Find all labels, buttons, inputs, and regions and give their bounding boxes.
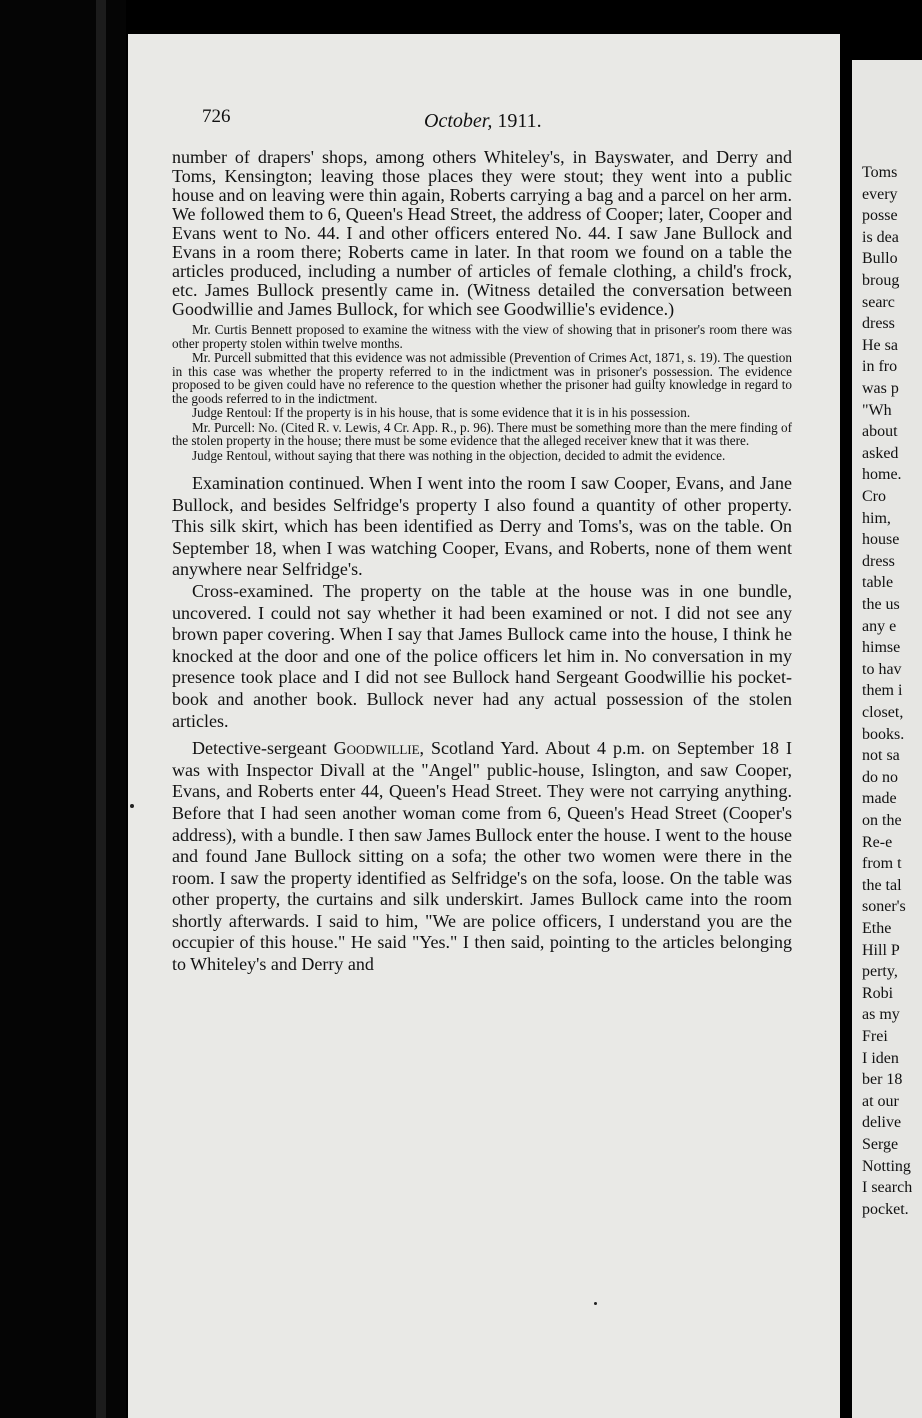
page-number: 726 (202, 106, 231, 127)
note-purcell-reply: Mr. Purcell: No. (Cited R. v. Lewis, 4 Cr. App. R., p. 96). There must be something more than the mere finding of the stolen property in the house; there must be some evidence that the alleged receiver knew that it was there. (172, 419, 792, 448)
note-judge-decision: Judge Rentoul, without saying that there was nothing in the objection, decided to admit the evidence. (192, 447, 726, 463)
right-page-line: do no (862, 768, 898, 786)
page-body (172, 148, 792, 976)
right-page-cropped (852, 60, 922, 1418)
right-page-line: from t (862, 855, 902, 873)
book-binding-shadow (0, 0, 126, 1418)
right-page-line: asked (862, 444, 899, 462)
spacer (172, 463, 792, 473)
date-month: October, (424, 110, 493, 132)
right-page-line: at our (862, 1092, 899, 1110)
right-page-line: ber 18 (862, 1071, 903, 1089)
right-page-line: not sa (862, 747, 900, 765)
paragraph-goodwillie-testimony (172, 738, 792, 976)
right-page-line: Frei (862, 1028, 888, 1045)
right-page-line: delive (862, 1114, 902, 1132)
right-page-line: I search (862, 1179, 913, 1197)
right-page-line: as my (862, 1006, 900, 1024)
right-page-line: Toms (862, 164, 898, 181)
paragraph-continued: number of drapers' shops, among others Whiteley's, in Bayswater, and Derry and Toms, Kensington; leaving those places they were stout; they went into a public house and on leaving were thin again, Roberts carrying a bag and a parcel on her arm. We followed them to 6, Queen's Head Street, the address of Cooper; later, Cooper and Evans went to No. 44. I and other officers entered No. 44. I saw Jane Bullock and Evans in a room there; Roberts came in later. In that room we found on a table the articles produced, including a number of articles of female clothing, a child's frock, etc. James Bullock presently came in. (Witness detailed the conversation between Goodwillie and James Bullock, for which see Goodwillie's evidence.) (172, 147, 792, 319)
right-page-line: them i (862, 682, 903, 700)
running-header (202, 106, 840, 136)
note-purcell-submission: Mr. Purcell submitted that this evidence was not admissible (Prevention of Crimes Act, 1871, s. 19). The question in this case was whether the property referred to in the indictment was in prisoner's possession. The evidence proposed to be given could have no reference to the question whether the prisoner had guilty knowledge in regard to the goods referred to in the indictment. (172, 350, 792, 406)
right-page-line: Notting (862, 1157, 911, 1175)
page-gutter (840, 34, 852, 1418)
right-page-line: himse (862, 639, 901, 657)
print-speck (594, 1302, 597, 1305)
right-page-line: posse (862, 207, 898, 225)
page-date (424, 110, 542, 133)
right-page-line: home. (862, 466, 902, 484)
right-page-line: was p (862, 380, 899, 397)
right-page-line: Hill P (862, 941, 900, 959)
right-page-line: closet, (862, 704, 904, 721)
paragraph-cross-examined: Cross-examined. The property on the table at the house was in one bundle, uncovered. I could not say whether it had been examined or not. I did not see any brown paper covering. When I say that James Bullock came into the house, I think he knocked at the door and one of the police officers let him in. No conversation in my presence took place and I did not see Bullock hand Sergeant Goodwillie his pocket-book and another book. Bullock never had any actual possession of the stolen articles. (172, 580, 792, 731)
paragraph-examination-continued: Examination continued. When I went into the room I saw Cooper, Evans, and Jane Bullock, and besides Selfridge's property I also found a quantity of other property. This silk skirt, which has been identified as Derry and Toms's, was on the table. On September 18, when I was watching Cooper, Evans, and Roberts, none of them went anywhere near Selfridge's. (172, 473, 792, 580)
right-page-line: Re-e (862, 833, 893, 851)
witness-title: Detective-sergeant (192, 738, 327, 759)
note-judge-rentoul: Judge Rentoul: If the property is in his house, that is some evidence that it is in his possession. (192, 405, 691, 420)
right-page-line: in fro (862, 358, 898, 376)
date-year: 1911. (497, 110, 542, 132)
note-curtis-bennett: Mr. Curtis Bennett proposed to examine the witness with the view of showing that in prisoner's room there was other property stolen within twelve months. (172, 322, 792, 351)
right-page-line: table (862, 574, 894, 592)
left-page (128, 34, 840, 1418)
margin-speck (130, 804, 134, 808)
right-page-line: perty, (862, 963, 898, 981)
right-page-line: broug (862, 272, 900, 289)
right-page-line: pocket. (862, 1200, 909, 1218)
right-page-line: to hav (862, 660, 902, 678)
right-page-line: every (862, 185, 898, 203)
right-page-line: I iden (862, 1049, 899, 1067)
right-page-line: the tal (862, 876, 902, 894)
right-page-line: is dea (862, 228, 899, 246)
right-page-line: He sa (862, 336, 898, 354)
right-page-line: on the (862, 812, 902, 829)
right-page-line: books. (862, 725, 905, 743)
witness-testimony: , Scotland Yard. About 4 p.m. on September 18 I was with Inspector Divall at the "Angel" public-house, Islington, and saw Cooper, Evans, and Roberts enter 44, Queen's Head Street. They were not carrying anything. Before that I had seen another woman come from 6, Queen's Head Street (Cooper's address), with a bundle. I then saw James Bullock enter the house. I went to the house and found Jane Bullock sitting on a sofa; the other two women were there in the room. I saw the property identified as Selfridge's on the sofa, loose. On the table was other property, the curtains and silk underskirt. James Bullock came into the room shortly afterwards. I said to him, "We are police officers, I understand you are the occupier of this house." He said "Yes." I then said, pointing to the articles belonging to Whiteley's and Derry and (172, 738, 792, 975)
binding-streak (96, 0, 106, 1418)
legal-argument-notes (172, 323, 792, 462)
right-page-line: Bullo (862, 250, 898, 268)
right-page-line: dress (862, 315, 895, 333)
right-page-line: house (862, 531, 900, 549)
right-page-line: him, (862, 509, 891, 527)
right-page-line: dress (862, 552, 895, 570)
witness-name: Goodwillie (333, 738, 420, 759)
right-page-line: searc (862, 293, 895, 311)
right-page-line: "Wh (862, 401, 892, 419)
right-page-line: Serge (862, 1136, 899, 1153)
right-page-line: soner's (862, 898, 906, 916)
right-page-line: made (862, 790, 897, 808)
right-page-line: Robi (862, 984, 894, 1002)
right-page-line: Cro (862, 488, 886, 505)
right-page-line: the us (862, 596, 900, 613)
right-page-line: about (862, 423, 898, 441)
right-page-line: any e (862, 617, 897, 635)
right-page-line: Ethe (862, 920, 892, 937)
